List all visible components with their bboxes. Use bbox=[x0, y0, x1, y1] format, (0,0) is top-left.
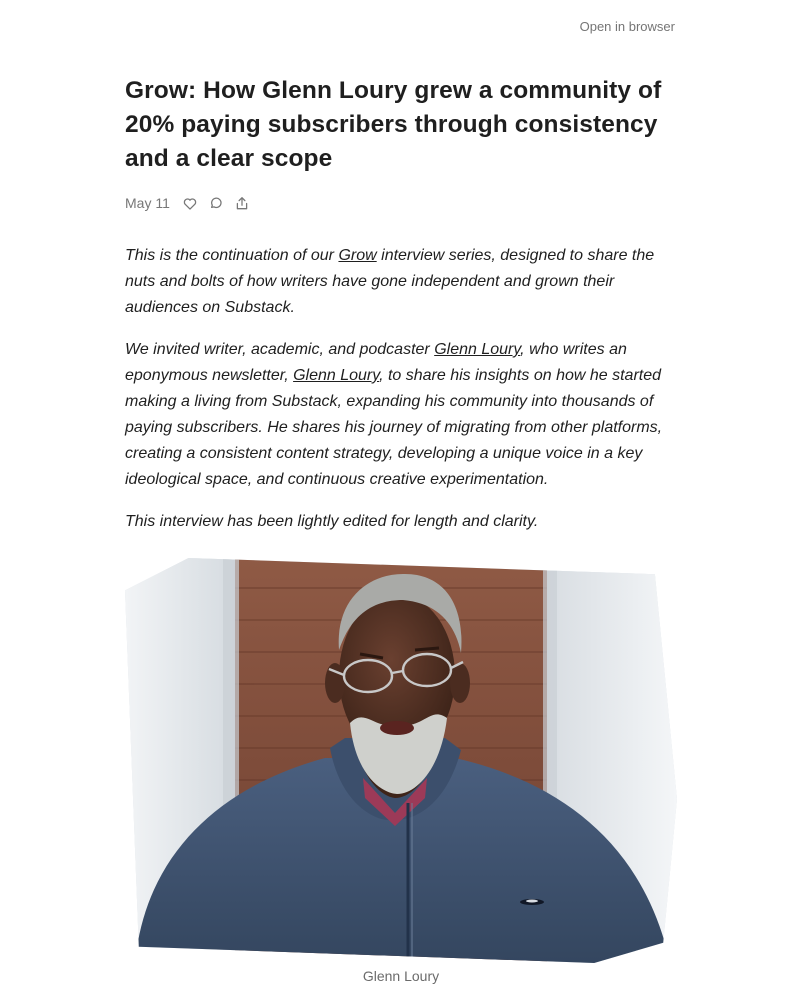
glenn-loury-profile-link[interactable]: Glenn Loury bbox=[434, 341, 521, 358]
invite-paragraph bbox=[125, 337, 677, 493]
portrait-photo bbox=[125, 558, 677, 963]
image-caption: Glenn Loury bbox=[362, 968, 440, 984]
invite-text-2: , who writes an eponymous newsletter, bbox=[125, 341, 627, 384]
post-title: Grow: How Glenn Loury grew a community of 20% paying subscribers through consistency and a clear scope bbox=[125, 77, 662, 172]
share-icon[interactable] bbox=[234, 195, 250, 211]
article bbox=[125, 74, 677, 551]
intro-text: This is the continuation of our bbox=[125, 247, 339, 264]
edit-note-paragraph: This interview has been lightly edited for length and clarity. bbox=[125, 513, 539, 530]
grow-link[interactable]: Grow bbox=[338, 247, 377, 264]
post-body bbox=[125, 243, 677, 535]
post-date: May 11 bbox=[125, 195, 170, 211]
open-in-browser-link[interactable]: Open in browser bbox=[579, 19, 675, 34]
comment-icon[interactable] bbox=[208, 195, 224, 211]
invite-text-3: , to share his insights on how he started making a living from Substack, expanding his community into thousands of paying subscribers. He shares his journey of migrating from other platforms, creating a consistent content strategy, developing a unique voice in a key ideological space, and continuous creative experimentation. bbox=[125, 367, 663, 488]
post-image bbox=[125, 558, 677, 963]
glenn-loury-newsletter-link[interactable]: Glenn Loury bbox=[293, 367, 380, 384]
intro-paragraph bbox=[125, 243, 677, 321]
invite-text-1: We invited writer, academic, and podcaster bbox=[125, 341, 435, 358]
intro-text-end: interview series, designed to share the nuts and bolts of how writers have gone independent and grown their audiences on Substack. bbox=[125, 247, 655, 316]
post-meta bbox=[125, 191, 677, 215]
heart-icon[interactable] bbox=[182, 195, 198, 211]
portrait-illustration bbox=[125, 558, 677, 963]
